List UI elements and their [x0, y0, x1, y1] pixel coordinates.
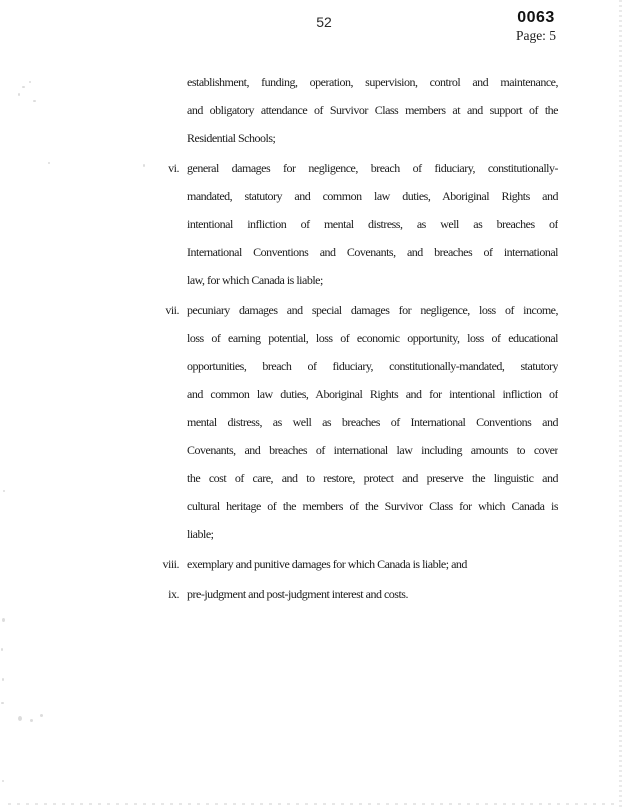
scan-speck: [40, 714, 43, 717]
scan-speck: [18, 93, 20, 96]
text-line: International Conventions and Covenants, and breaches of international: [187, 245, 558, 259]
scan-speck: [33, 100, 36, 102]
text-line: pecuniary damages and special damages for negligence, loss of income,: [187, 303, 558, 317]
stamp-page-label: Page: 5: [515, 28, 557, 43]
page-number: 52: [316, 14, 332, 30]
list-item-vii: [100, 296, 560, 548]
scan-speck: [2, 678, 4, 681]
text-line: opportunities, breach of fiduciary, constitutionally-mandated, statutory: [187, 359, 558, 373]
text-line: and common law duties, Aboriginal Rights and for intentional infliction of: [187, 387, 558, 401]
text-line: law, for which Canada is liable;: [187, 273, 323, 287]
item-marker: [100, 68, 187, 152]
list-item-continuation: [100, 68, 560, 152]
stamp-number: 0063: [517, 9, 555, 26]
scan-speck: [18, 716, 22, 721]
list-item-viii: [100, 550, 560, 578]
item-text: [187, 550, 558, 578]
text-line: mental distress, as well as breaches of International Conventions and: [187, 415, 558, 429]
text-line: and obligatory attendance of Survivor Class members at and support of the: [187, 103, 558, 117]
item-marker: viii.: [162, 557, 179, 571]
scan-noise-right-edge: [619, 0, 622, 807]
item-marker: ix.: [168, 587, 179, 601]
text-line: the cost of care, and to restore, protect and preserve the linguistic and: [187, 471, 558, 485]
item-text: [187, 154, 558, 294]
scan-speck: [30, 719, 33, 722]
item-text: [187, 68, 558, 152]
text-line: general damages for negligence, breach of fiduciary, constitutionally-: [187, 161, 558, 175]
scan-speck: [1, 648, 3, 651]
text-line: mandated, statutory and common law duties, Aboriginal Rights and: [187, 189, 558, 203]
item-text: [187, 580, 558, 608]
text-line: pre-judgment and post-judgment interest and costs.: [187, 587, 408, 601]
document-body: [100, 68, 560, 610]
text-line: Residential Schools;: [187, 131, 276, 145]
text-line: cultural heritage of the members of the Survivor Class for which Canada is: [187, 499, 558, 513]
text-line: exemplary and punitive damages for which Canada is liable; and: [187, 557, 467, 571]
scan-speck: [29, 81, 31, 83]
text-line: intentional infliction of mental distress, as well as breaches of: [187, 217, 558, 231]
list-item-ix: [100, 580, 560, 608]
item-marker: vi.: [168, 161, 179, 175]
scan-speck: [143, 164, 145, 167]
scan-speck: [48, 162, 50, 164]
text-line: establishment, funding, operation, supervision, control and maintenance,: [187, 75, 558, 89]
text-line: Covenants, and breaches of international law including amounts to cover: [187, 443, 558, 457]
scan-speck: [22, 86, 25, 88]
item-marker: vii.: [165, 303, 179, 317]
scan-speck: [2, 780, 4, 782]
scan-noise-bottom-edge: [8, 803, 614, 805]
item-text: [187, 296, 558, 548]
scan-speck: [2, 618, 5, 622]
scan-speck: [1, 702, 4, 704]
text-line: loss of earning potential, loss of economic opportunity, loss of educational: [187, 331, 558, 345]
bates-stamp: [480, 8, 592, 44]
scan-speck: [3, 490, 5, 492]
list-item-vi: [100, 154, 560, 294]
text-line: liable;: [187, 527, 214, 541]
